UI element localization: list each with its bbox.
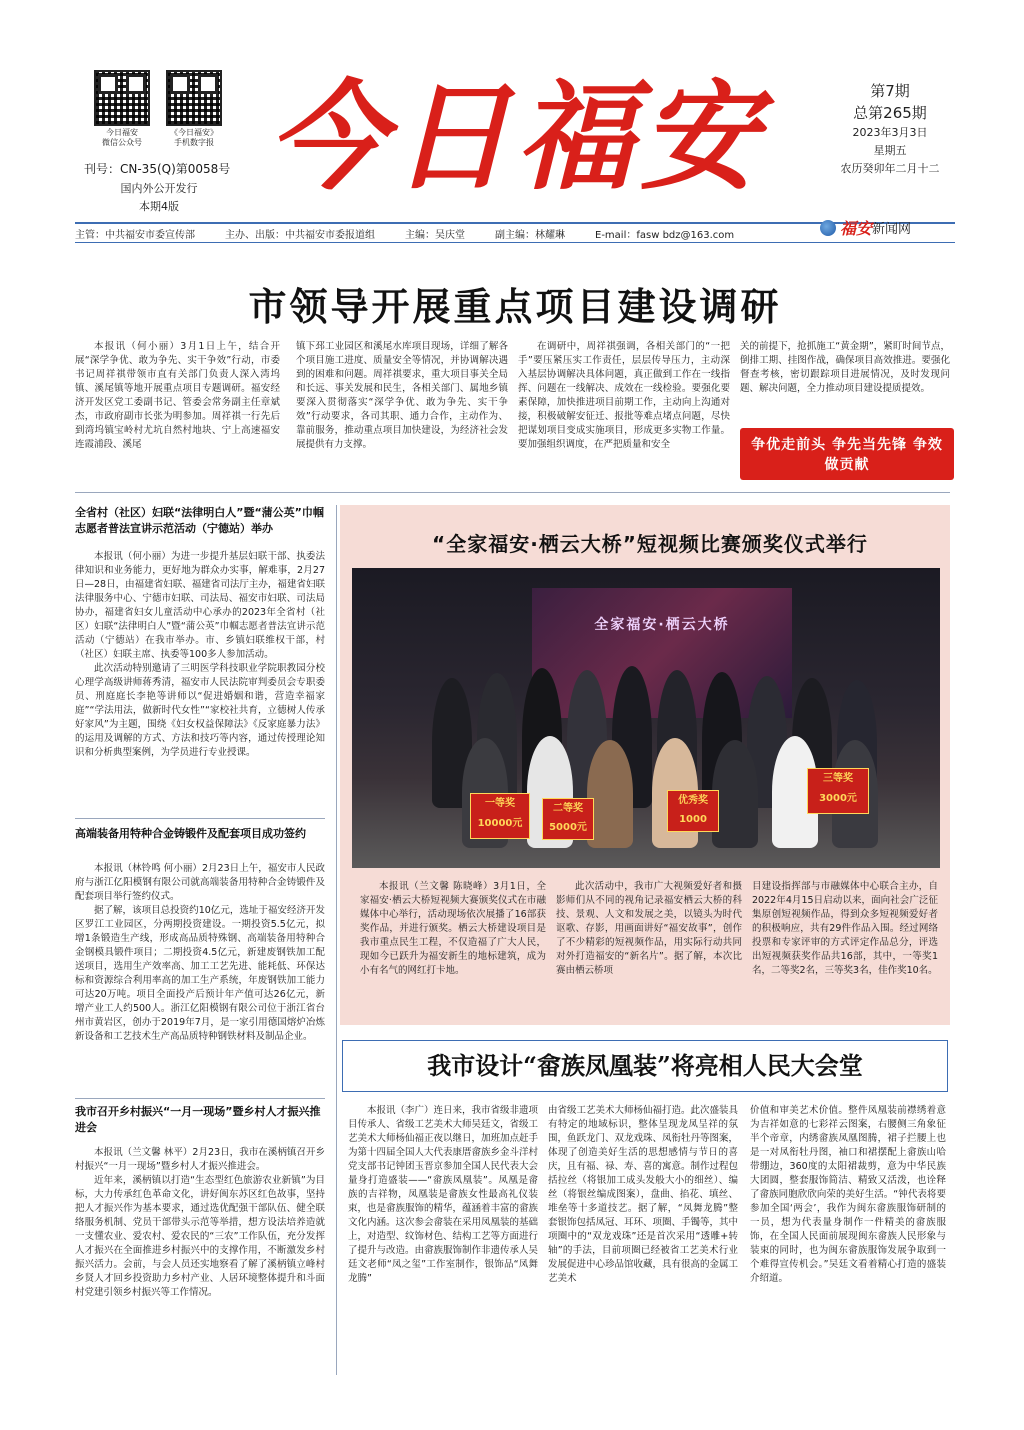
left-headline-3: 我市召开乡村振兴“一月一现场”暨乡村人才振兴推进会 [75, 1105, 321, 1134]
qr-digital-caption: 《今日福安》 手机数字报 [170, 128, 218, 147]
divider [75, 1098, 325, 1099]
prize-sign-excellent: 优秀奖 1000 [667, 790, 719, 832]
prize-sign-first: 一等奖 10000元 [470, 793, 530, 839]
paragraph: 本报讯（林铃鸣 何小丽）2月23日上午，福安市人民政府与浙江亿阳模钢有限公司就高端装备用特种合金铸锻件及配套项目举行签约仪式。 [75, 863, 325, 902]
prize-sign-second: 二等奖 5000元 [542, 798, 594, 840]
paragraph: 由省级工艺美术大师杨仙福打造。此次盛装具有特定的地域标识，整体呈现龙凤呈祥的氛围，鱼跃龙门、双龙戏珠、凤衔牡丹等图案，体现了创造美好生活的思想感情与节日的喜庆，且有福、禄、寿、喜的寓意。制作过程包括拉丝（将银加工成头发般大小的细丝）、编丝（将银丝编成图案），盘曲、掐花、填丝、堆垒等十多道技艺。据了解，“凤舞龙腾”整套银饰包括凤冠、耳环、项圈、手镯等，其中项圈中的“双龙戏珠”还是首次采用“透雕+转轴”的手法，目前项圈已经被省工艺美术行业发展促进中心珍品馆收藏，具有很高的金属工艺美术 [548, 1105, 739, 1284]
issue-weekday: 星期五 [873, 144, 907, 157]
site-logo-text: 福安 [840, 219, 873, 238]
news-site-logo[interactable] [820, 216, 911, 239]
issue-info [830, 80, 950, 178]
qr-digital[interactable] [166, 70, 222, 126]
award-photo[interactable] [352, 568, 940, 868]
paragraph: 在调研中，周祥祺强调，各相关部门的“一把手”要压紧压实工作责任，层层传导压力，主动深入基层协调解决具体问题，真正做到工作在一线指挥、问题在一线解决、成效在一线检验。要强化要素保障，加快推进项目前期工作，主动向上沟通对接，积极破解安征迁、报批等难点堵点问题，尽快把谋划项目变成实施项目，形成更多实物工作量。要加强组织调度，在严把质量和安全 [518, 341, 730, 450]
paragraph: 本报讯（兰文馨 林平）2月23日，我市在溪柄镇召开乡村振兴“一月一现场”暨乡村人才振兴推进会。 [75, 1147, 325, 1172]
paragraph: 目建设指挥部与市融媒体中心联合主办，自2022年4月15日启动以来，面向社会广泛征集原创短视频作品，得到众多短视频爱好者的积极响应，共有29件作品入围。经过网络投票和专家评审的方式评定作品总分，评选出短视频获奖作品共16部，其中，一等奖1名，二等奖2名，三等奖3名，佳作奖10名。 [752, 881, 938, 976]
paragraph: 此次活动特别邀请了三明医学科技职业学院职教园分校心理学高级讲师蒋秀清，福安市人民法院审判委员会专职委员、刑庭庭长李艳等讲师以“促进婚姻和谐，营造幸福家庭”“学法用法，做新时代女性”“家校社共育，立德树人传承好家风”为主题，围绕《妇女权益保障法》《反家庭暴力法》的运用及调解的方式、方法和技巧等内容，通过传授理论知识和分析典型案例，为学员进行专业授课。 [75, 663, 325, 758]
paragraph: 镇下邳工业园区和溪尾水库项目现场，详细了解各个项目施工进度、质量安全等情况，并协调解决遇到的困难和问题。周祥祺要求，重大项目事关全局和长远、事关发展和民生，各相关部门、属地乡镇要深入贯彻落实“深学争优、敢为争先、实干争效”行动要求，各司其职、通力合作，主动作为、靠前服务，推动重点项目加快建设，为经济社会发展提供有力支撑。 [296, 341, 508, 450]
qr-wechat[interactable] [94, 70, 150, 126]
supervisor: 主管：中共福安市委宣传部 [75, 229, 195, 241]
feature-col-2 [556, 880, 742, 978]
paragraph: 本报讯（何小丽）为进一步提升基层妇联干部、执委法律知识和业务能力，更好地为群众办实事，解难事，2月27日—28日，由福建省妇联、福建省司法厅主办，福建省妇联法律服务中心、宁德市妇联、司法局、福安市妇联、司法局协办，福建省妇女儿童活动中心承办的2023年全省村（社区）妇联“法律明白人”暨“蒲公英”巾帼志愿者普法宣讲示范活动（宁德站）在我市举办。市、乡镇妇联维权干部，村（社区）妇联主席、执委等100多人参加活动。 [75, 551, 325, 660]
feature-col-1 [360, 880, 546, 978]
site-name: 新闻网 [872, 222, 912, 237]
issue-number: 第7期 [870, 82, 910, 100]
distribution: 国内外公开发行 [120, 182, 198, 195]
total-issue: 总第265期 [853, 104, 927, 122]
left-headline-1: 全省村（社区）妇联“法律明白人”暨“蒲公英”巾帼志愿者普法宣讲示范活动（宁德站）举办 [75, 506, 324, 535]
paragraph: 此次活动中，我市广大视频爱好者和摄影师们从不同的视角记录福安栖云大桥的科技、景观、人文和发展之美，以镜头为时代讴歌、存影，用画面讲好“福安故事”，创作了不少精彩的短视频作品，用实际行动共同对外打造福安的“新名片”。据了解，本次比赛由栖云桥项 [556, 881, 742, 976]
lunar-date: 农历癸卯年二月十二 [840, 162, 940, 175]
prize-sign-third: 三等奖 3000元 [807, 768, 869, 814]
second-col-2 [548, 1104, 738, 1286]
chief-editor: 主编：吴庆堂 [405, 229, 465, 241]
left-story-1 [75, 550, 325, 760]
lead-headline: 市领导开展重点项目建设调研 [248, 285, 782, 329]
second-headline: 我市设计“畲族凤凰装”将亮相人民大会堂 [427, 1051, 863, 1080]
feature-col-3 [752, 880, 938, 978]
paragraph: 近年来，溪柄镇以打造“生态型红色旅游农业新镇”为目标，大力传承红色革命文化，讲好闽东苏区红色故事，坚持把人才振兴作为基本要求，通过选优配强干部队伍、健全联络服务机制、党员干部带头示范等举措，想方设法培养造就一支懂农业、爱农村、爱农民的“三农”工作队伍，充分发挥人才振兴在全面推进乡村振兴中的支撑作用，不断激发乡村振兴活力。会前，与会人员还实地察看了解了溪柄镇立峰村乡贤人才回乡投资助力乡村产业、人居环境整体提升和斗面村党建引领乡村振兴等工作情况。 [75, 1175, 325, 1298]
paragraph: 本报讯（李广）连日来，我市省级非遗项目传承人、省级工艺美术大师吴廷文，省级工艺美术大师杨仙福正夜以继日，加班加点赶手为第十四届全国人大代表康厝畲族乡金斗洋村党支部书记钟团玉晋京参加全国人民代表大会量身打造盛装——“畲族凤凰装”。凤凰是畲族的吉祥物，凤凰装是畲族女性最高礼仪装束，也是畲族服饰的精华，蕴涵着丰富的畲族文化内涵。这次参会畲装在采用凤凰装的基础上，对造型、纹饰材色、结构工艺等方面进行了提升与改造。由畲族服饰制作非遗传承人吴廷文老师“凤之玺”工作室制作，银饰品“凤舞龙腾” [348, 1105, 539, 1284]
globe-icon [820, 220, 836, 236]
feature-title: “全家福安·栖云大桥”短视频比赛颁奖仪式举行 [432, 532, 868, 556]
lead-col-4 [740, 340, 950, 396]
paragraph: 本报讯（兰文馨 陈晓峰）3月1日，全家福安·栖云大桥短视频大赛颁奖仪式在市融媒体中心举行，活动现场依次展播了16部获奖作品，并进行颁奖。栖云大桥建设项目是我市重点民生工程，不仅造福了广大人民，现如今已跃升为福安新生的地标建筑，成为小有名气的网红打卡地。 [360, 881, 546, 976]
qr-wechat-caption: 今日福安 微信公众号 [102, 128, 142, 147]
second-col-1 [348, 1104, 538, 1286]
qr-code-icon [166, 70, 222, 126]
masthead-title: 今日福安 [268, 67, 765, 206]
lead-col-1 [75, 340, 280, 452]
serial-number: 刊号：CN-35(Q)第0058号 [84, 162, 231, 176]
publisher: 主办、出版：中共福安市委报道组 [225, 229, 375, 241]
column-rule [336, 505, 337, 1375]
qr-code-icon [94, 70, 150, 126]
issue-date: 2023年3月3日 [852, 126, 928, 139]
screen-text: 全家福安·栖云大桥 [594, 617, 730, 633]
page-count: 本期4版 [139, 200, 179, 213]
paragraph: 据了解，该项目总投资约10亿元，选址于福安经济开发区罗江工业园区，分两期投资建设。一期投资5.5亿元，拟增1条锻造生产线，形成高品质特殊钢、高端装备用特种合金钢模具锻件项目；二期投资4.5亿元，新建废钢铁加工配送项目，选用生产效率高、加工工艺先进、能耗低、环保达标和资源综合利用率高的加工生产系统，年废钢铁加工能力可达20万吨。项目全面投产后预计年产值可达26亿元，新增产业工人约500人。浙江亿阳模钢有限公司位于浙江省台州市黄岩区，创办于2019年7月，是一家引用德国熔炉冶炼新设备和工艺技术生产高品质特种钢铁材料及制品企业。 [75, 905, 325, 1042]
paragraph: 价值和审美艺术价值。整件凤凰装前襟绣着意为吉祥如意的七彩祥云图案，右腰侧三角象征半个帝章，内绣畲族凤凰图腾，裙子拦腰上也是一对凤衔牡丹图，袖口和裙摆配上畲族山哈带绷边，360度的太阳裙裁剪，意为中华民族大团圆，整套服饰简洁、精致又活泼，也诠释了畲族同胞欣欣向荣的美好生活。“钟代表将要参加全国‘两会’，我作为闽东畲族服饰研制的一员，想为代表量身制作一件精美的畲族服饰，在全国人民面前展现闽东畲族人民形象与装束的同时，也为闽东畲族服饰发展争取到一个难得宣传机会。”吴廷文看着精心打造的盛装介绍道。 [750, 1105, 946, 1284]
lead-col-2 [296, 340, 508, 452]
email[interactable]: E-mail：fasw bdz@163.com [595, 229, 735, 241]
left-story-2 [75, 862, 325, 1044]
paragraph: 关的前提下，抢抓施工“黄金期”，紧盯时间节点，倒排工期、挂图作战，确保项目高效推进。要强化督查考核，密切跟踪项目进展情况，及时发现问题、解决问题，全力推动项目建设提质提效。 [740, 341, 950, 394]
second-col-3 [750, 1104, 946, 1286]
left-headline-2: 高端装备用特种合金铸锻件及配套项目成功签约 [75, 827, 306, 840]
left-story-3 [75, 1146, 325, 1300]
slogan-banner: 争优走前头 争先当先锋 争效做贡献 [740, 428, 954, 480]
section-divider [75, 492, 950, 493]
deputy-editor: 副主编：林耀琳 [495, 229, 565, 241]
second-headline-box [342, 1040, 948, 1092]
divider [75, 818, 325, 819]
paragraph: 本报讯（何小丽）3月1日上午，结合开展“深学争优、敢为争先、实干争效”行动，市委书记周祥祺带领市直有关部门负责人深入湾坞镇、溪尾镇等地开展重点项目专题调研。福安经济开发区党工委副书记、管委会常务副主任章斌杰，市政府副市长张为明参加。周祥祺一行先后到湾坞镇宝岭村尤坑自然村地块、宁上高速福安连霞浦段、溪尾 [75, 341, 280, 450]
lead-col-3 [518, 340, 730, 452]
